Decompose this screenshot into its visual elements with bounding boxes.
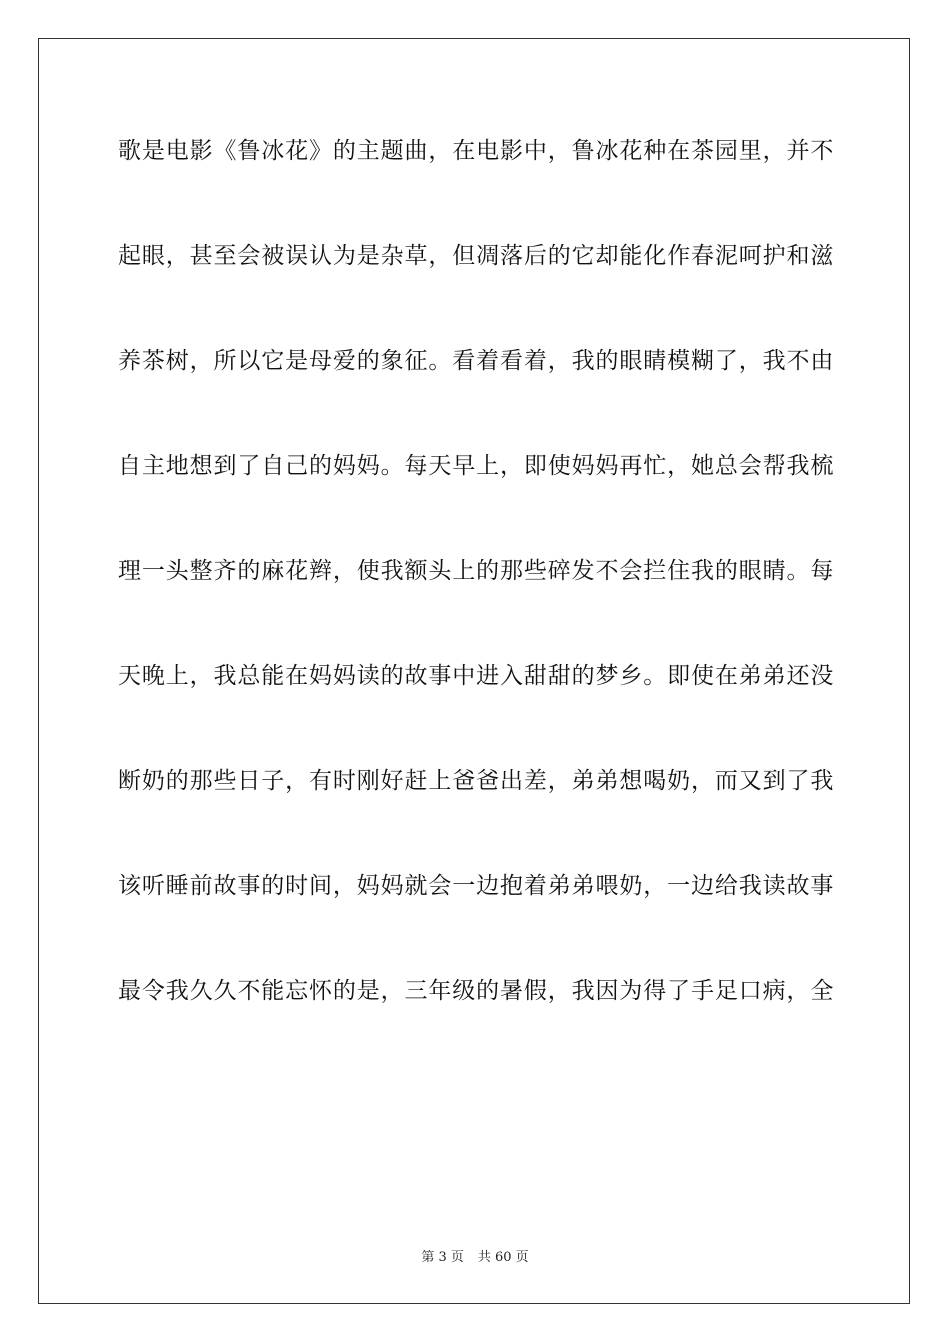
text-line: 断奶的那些日子，有时刚好赶上爸爸出差，弟弟想喝奶，而又到了我 <box>118 768 834 794</box>
total-pages: 共 60 页 <box>477 1250 529 1265</box>
text-line: 天晚上，我总能在妈妈读的故事中进入甜甜的梦乡。即使在弟弟还没 <box>118 663 834 689</box>
page-number: 第 3 页 <box>421 1250 464 1265</box>
page-footer <box>0 1246 950 1265</box>
text-line: 起眼，甚至会被误认为是杂草，但凋落后的它却能化作春泥呵护和滋 <box>118 243 834 269</box>
text-line: 该听睡前故事的时间，妈妈就会一边抱着弟弟喂奶，一边给我读故事 <box>118 873 834 899</box>
text-line: 养茶树，所以它是母爱的象征。看着看着，我的眼睛模糊了，我不由 <box>118 348 834 374</box>
text-line: 最令我久久不能忘怀的是，三年级的暑假，我因为得了手足口病，全 <box>118 978 834 1004</box>
text-line: 歌是电影《鲁冰花》的主题曲，在电影中，鲁冰花种在茶园里，并不 <box>118 138 834 164</box>
text-line: 理一头整齐的麻花辫，使我额头上的那些碎发不会拦住我的眼睛。每 <box>118 558 834 584</box>
document-body <box>118 126 834 1071</box>
text-line: 自主地想到了自己的妈妈。每天早上，即使妈妈再忙，她总会帮我梳 <box>118 453 834 479</box>
